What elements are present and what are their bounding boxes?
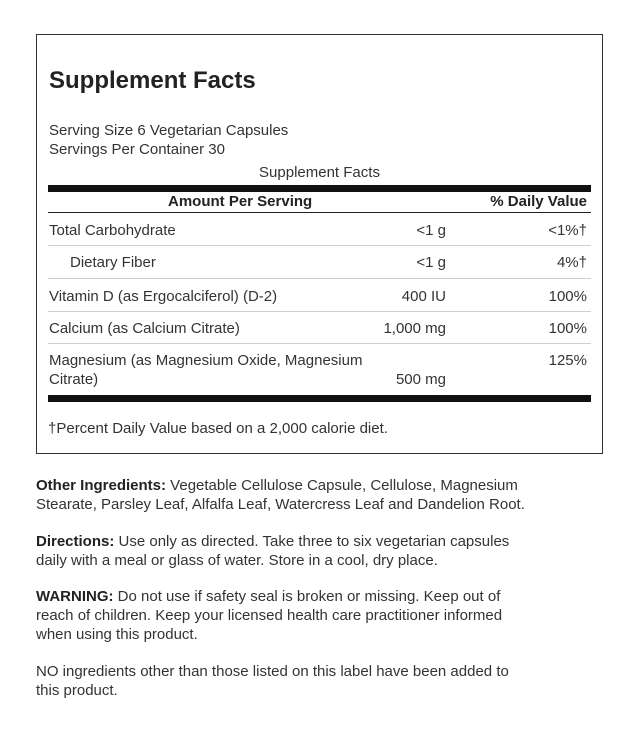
thick-rule-bottom — [48, 395, 591, 402]
warning-text-3: when using this product. — [36, 626, 198, 643]
notice-text: NO ingredients other than those listed on this label have been added to — [36, 663, 509, 680]
panel-title: Supplement Facts — [49, 67, 256, 94]
other-ingredients-label: Other Ingredients: — [36, 477, 167, 494]
other-ingredients — [36, 476, 616, 514]
nutrient-amount: <1 g — [416, 222, 446, 239]
footnote: †Percent Daily Value based on a 2,000 calorie diet. — [48, 420, 388, 437]
ingredients-notice — [36, 662, 616, 700]
directions-label: Directions: — [36, 533, 115, 550]
directions-text: Use only as directed. Take three to six vegetarian capsules — [114, 533, 510, 550]
warning-text-2: reach of children. Keep your licensed health care practitioner informed — [36, 607, 503, 624]
table-caption: Supplement Facts — [259, 164, 380, 181]
nutrient-daily-value: 100% — [548, 320, 587, 337]
nutrient-amount: 1,000 mg — [383, 320, 446, 337]
table-row — [48, 351, 591, 391]
nutrient-amount: 400 IU — [401, 288, 446, 305]
nutrient-name: Total Carbohydrate — [49, 222, 176, 239]
nutrient-name: Magnesium (as Magnesium Oxide, Magnesium — [49, 352, 363, 369]
header-rule — [48, 212, 591, 213]
warning-label: WARNING: — [36, 588, 114, 605]
header-daily-value: % Daily Value — [490, 193, 587, 210]
other-ingredients-text-2: Stearate, Parsley Leaf, Alfalfa Leaf, Watercress Leaf and Dandelion Root. — [36, 496, 525, 513]
nutrient-name: Calcium (as Calcium Citrate) — [49, 320, 240, 337]
nutrient-name: Vitamin D (as Ergocalciferol) (D-2) — [49, 288, 278, 305]
row-divider — [48, 311, 591, 312]
header-amount-per-serving: Amount Per Serving — [168, 193, 313, 210]
nutrient-daily-value: 4%† — [556, 254, 587, 271]
servings-per-container: Servings Per Container 30 — [49, 141, 225, 158]
nutrient-daily-value: <1%† — [548, 222, 587, 239]
row-divider — [48, 245, 591, 246]
directions — [36, 532, 616, 570]
warning-text: Do not use if safety seal is broken or missing. Keep out of — [113, 588, 501, 605]
notice-text-2: this product. — [36, 682, 118, 699]
row-divider — [48, 343, 591, 344]
nutrient-name-continued: Citrate) — [49, 371, 99, 388]
thick-rule-top — [48, 185, 591, 192]
other-ingredients-text: Vegetable Cellulose Capsule, Cellulose, Magnesium — [166, 477, 518, 494]
warning — [36, 587, 616, 644]
nutrient-daily-value: 125% — [548, 352, 587, 369]
supplement-facts-panel — [36, 34, 603, 454]
serving-info — [49, 121, 288, 159]
nutrient-name: Dietary Fiber — [70, 254, 156, 271]
nutrient-daily-value: 100% — [548, 288, 587, 305]
row-divider — [48, 278, 591, 279]
nutrient-amount: <1 g — [416, 254, 446, 271]
nutrient-amount: 500 mg — [395, 371, 446, 388]
serving-size: Serving Size 6 Vegetarian Capsules — [49, 122, 289, 139]
directions-text-2: daily with a meal or glass of water. Store in a cool, dry place. — [36, 552, 438, 569]
